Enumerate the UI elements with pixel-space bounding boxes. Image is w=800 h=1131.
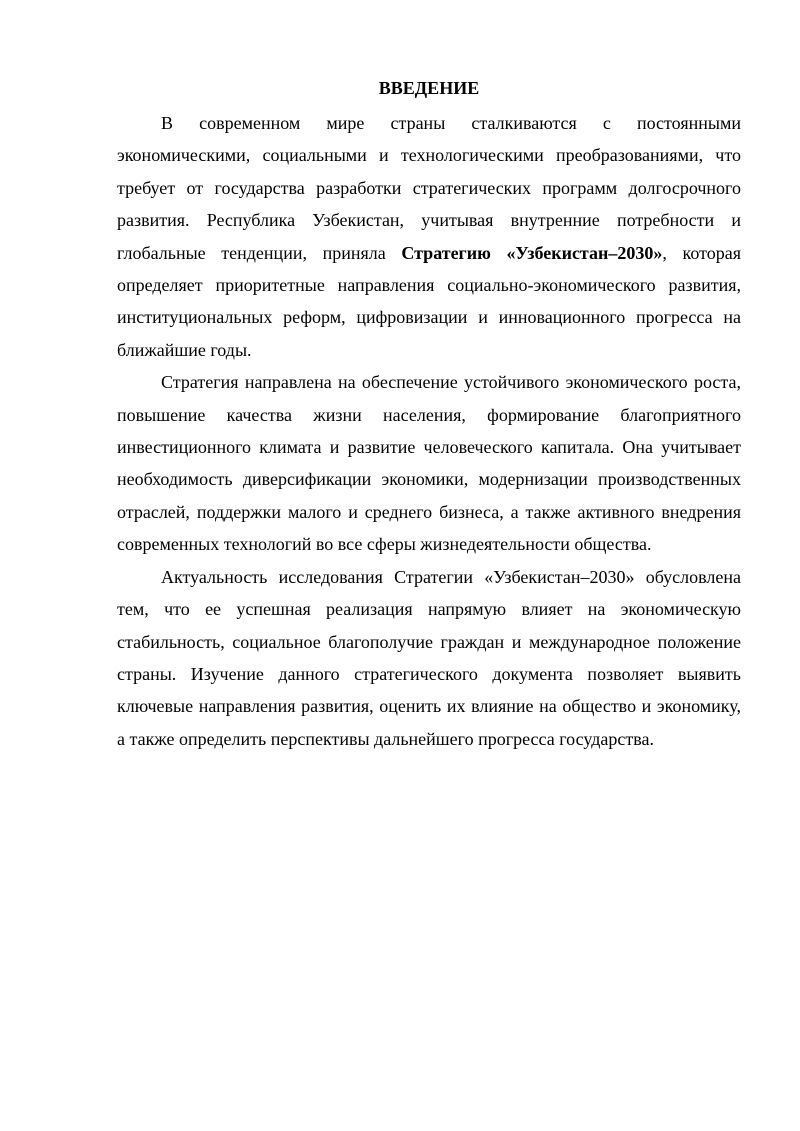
paragraph-intro-text-before: В современном мире страны сталкиваются с постоянными экономическими, социальными и технологическими преобразованиями, что требует от государства разработки стратегических программ долгосрочного развития. Республика Узбекистан, учитывая внутренние потребности и глобальные тенденции, приняла bbox=[117, 113, 741, 263]
paragraph-intro bbox=[117, 107, 741, 366]
document-body bbox=[117, 73, 741, 755]
section-heading: ВВЕДЕНИЕ bbox=[378, 78, 480, 98]
paragraph-relevance: Актуальность исследования Стратегии «Узбекистан–2030» обусловлена тем, что ее успешная реализация напрямую влияет на экономическую стабильность, социальное благополучие граждан и международное положение страны. Изучение данного стратегического документа позволяет выявить ключевые направления развития, оценить их влияние на общество и экономику, а также определить перспективы дальнейшего прогресса государства. bbox=[117, 566, 741, 749]
paragraph-strategy-goals: Стратегия направлена на обеспечение устойчивого экономического роста, повышение качества жизни населения, формирование благоприятного инвестиционного климата и развитие человеческого капитала. Она учитывает необходимость диверсификации экономики, модернизации производственных отраслей, поддержки малого и среднего бизнеса, а также активного внедрения современных технологий во все сферы жизнедеятельности общества. bbox=[117, 372, 741, 555]
paragraph-intro-text-after: , которая определяет приоритетные направления социально-экономического развития, институциональных реформ, цифровизации и инновационного прогресса на ближайшие годы. bbox=[117, 242, 741, 360]
strategy-title-bold: Стратегию «Узбекистан–2030» bbox=[401, 242, 663, 263]
